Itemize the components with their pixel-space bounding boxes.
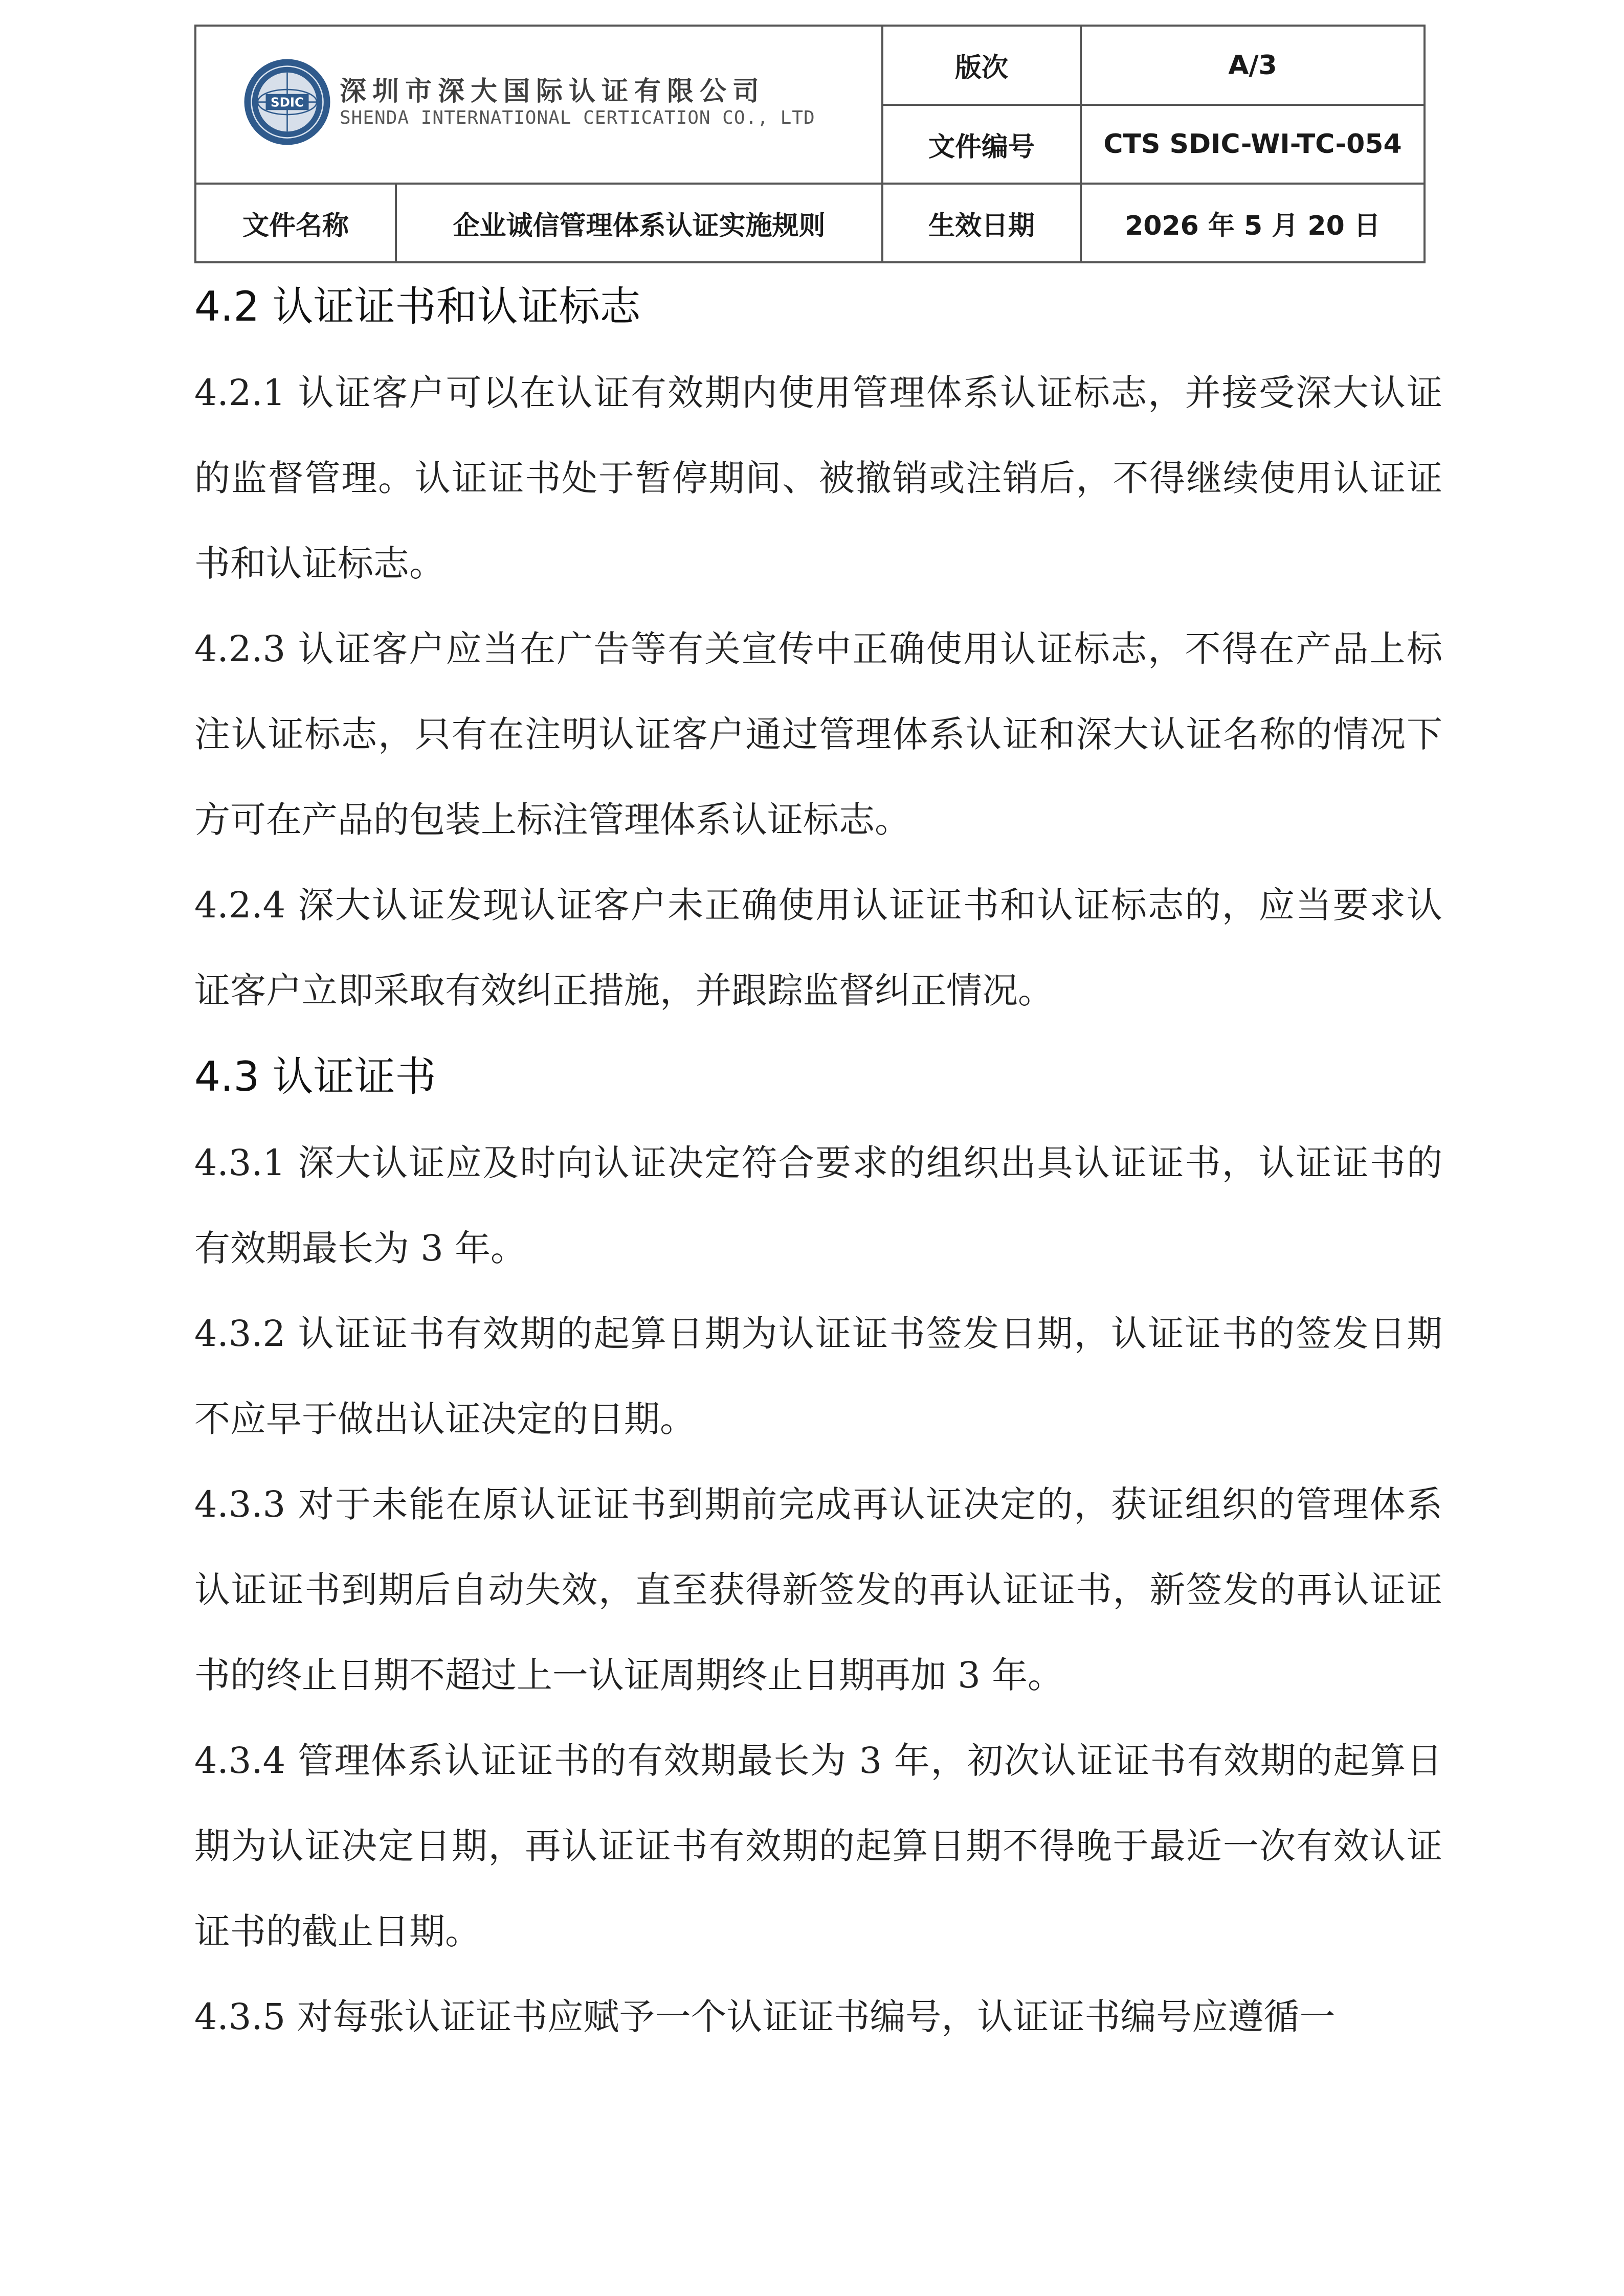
paragraph: 4.2.1 认证客户可以在认证有效期内使用管理体系认证标志，并接受深大认证的监督管理。认证证书处于暂停期间、被撤销或注销后，不得继续使用认证证书和认证标志。 — [194, 372, 1442, 584]
company-name-cn: 深圳市深大国际认证有限公司 — [340, 76, 766, 107]
section-heading: 4.3 认证证书 — [194, 1053, 436, 1100]
doc-number-label: 文件编号 — [928, 131, 1035, 163]
paragraph: 4.3.2 认证证书有效期的起算日期为认证证书签发日期，认证证书的签发日期不应早于做出认证决定的日期。 — [194, 1313, 1442, 1440]
paragraph: 4.3.3 对于未能在原认证证书到期前完成再认证决定的，获证组织的管理体系认证证书到期后自动失效，直至获得新签发的再认证证书，新签发的再认证证书的终止日期不超过上一认证周期终止日期再加 3 年。 — [194, 1483, 1442, 1696]
doc-name-label: 文件名称 — [242, 210, 349, 241]
doc-number-value: CTS SDIC-WI-TC-054 — [1103, 129, 1402, 160]
effective-date-label: 生效日期 — [928, 210, 1035, 241]
company-name-en: SHENDA INTERNATIONAL CERTICATION CO., LTD — [340, 107, 815, 128]
version-value: A/3 — [1228, 50, 1277, 81]
paragraph: 4.3.4 管理体系认证证书的有效期最长为 3 年，初次认证证书有效期的起算日期为认证决定日期，再认证证书有效期的起算日期不得晚于最近一次有效认证证书的截止日期。 — [194, 1740, 1442, 1952]
document-header-table — [194, 25, 1426, 263]
svg-text:SDIC: SDIC — [270, 95, 304, 110]
version-label: 版次 — [954, 53, 1008, 83]
section-heading: 4.2 认证证书和认证标志 — [194, 283, 641, 330]
paragraph: 4.2.4 深大认证发现认证客户未正确使用认证证书和认证标志的，应当要求认证客户立即采取有效纠正措施，并跟踪监督纠正情况。 — [194, 884, 1442, 1011]
effective-date-value: 2026 年 5 月 20 日 — [1125, 210, 1381, 241]
document-body — [194, 263, 1442, 2060]
company-logo-block — [196, 27, 883, 185]
paragraph: 4.3.1 深大认证应及时向认证决定符合要求的组织出具认证证书，认证证书的有效期最长为 3 年。 — [194, 1142, 1442, 1269]
seal-text — [242, 57, 332, 147]
paragraph: 4.3.5 对每张认证证书应赋予一个认证证书编号，认证证书编号应遵循一 — [194, 1996, 1336, 2038]
doc-name-value: 企业诚信管理体系认证实施规则 — [453, 210, 826, 241]
paragraph: 4.2.3 认证客户应当在广告等有关宣传中正确使用认证标志，不得在产品上标注认证标志，只有在注明认证客户通过管理体系认证和深大认证名称的情况下方可在产品的包装上标注管理体系认证标志。 — [194, 628, 1442, 841]
